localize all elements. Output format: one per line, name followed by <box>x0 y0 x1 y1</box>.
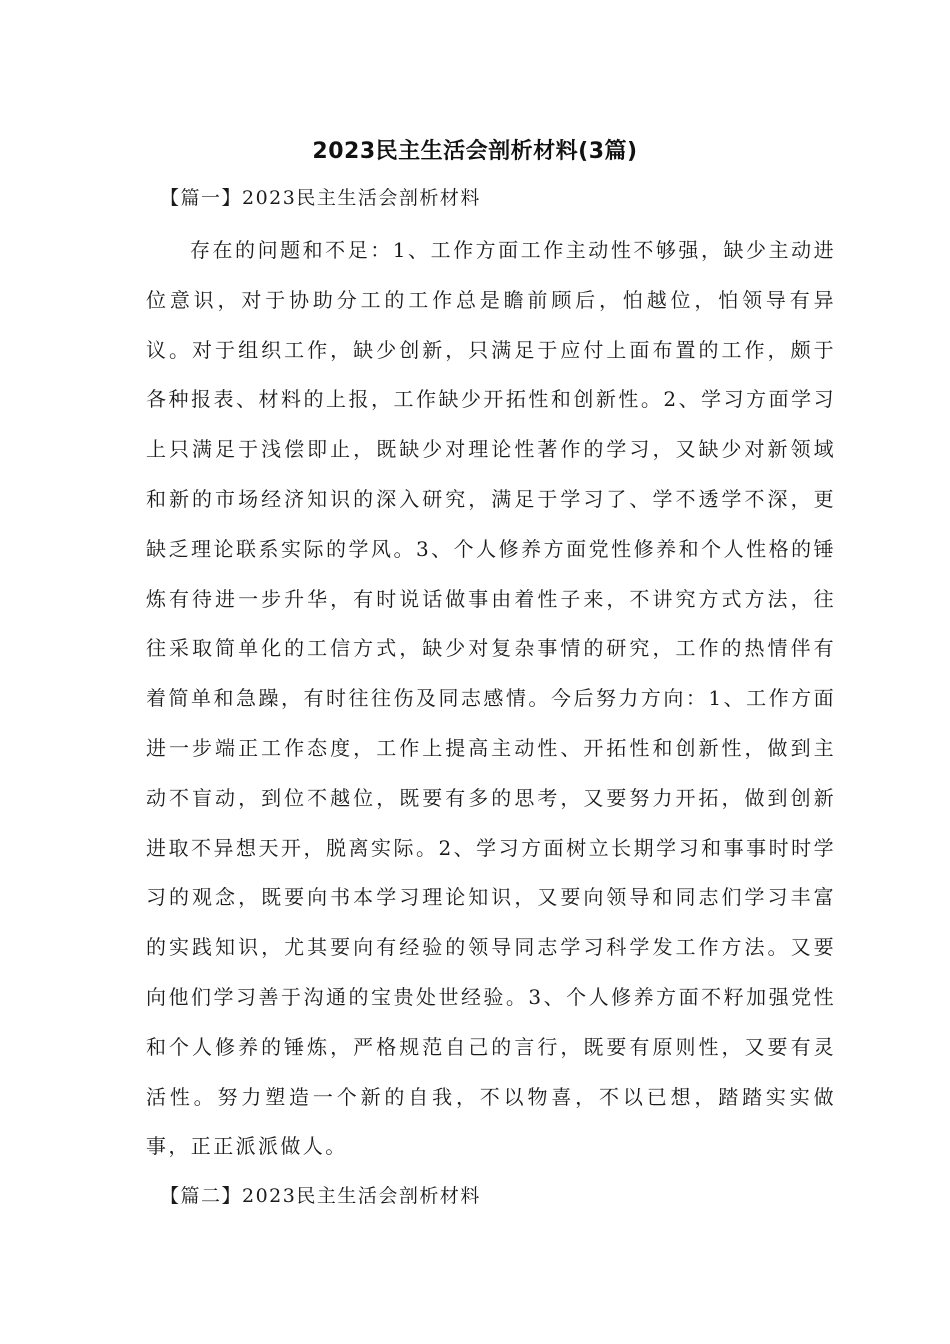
section-1-paragraph: 存在的问题和不足：1、工作方面工作主动性不够强，缺少主动进位意识，对于协助分工的工作总是瞻前顾后，怕越位，怕领导有异议。对于组织工作，缺少创新，只满足于应付上面布置的工作，颇于各种报表、材料的上报，工作缺少开拓性和创新性。2、学习方面学习上只满足于浅偿即止，既缺少对理论性著作的学习，又缺少对新领域和新的市场经济知识的深入研究，满足于学习了、学不透学不深，更缺乏理论联系实际的学风。3、个人修养方面党性修养和个人性格的锤炼有待进一步升华，有时说话做事由着性子来，不讲究方式方法，往往采取简单化的工信方式，缺少对复杂事情的研究，工作的热情伴有着简单和急躁，有时往往伤及同志感情。今后努力方向：1、工作方面进一步端正工作态度，工作上提高主动性、开拓性和创新性，做到主动不盲动，到位不越位，既要有多的思考，又要努力开拓，做到创新进取不异想天开，脱离实际。2、学习方面树立长期学习和事事时时学习的观念，既要向书本学习理论知识，又要向领导和同志们学习丰富的实践知识，尤其要向有经验的领导同志学习科学发工作方法。又要向他们学习善于沟通的宝贵处世经验。3、个人修养方面不籽加强党性和个人修养的锤炼，严格规范自己的言行，既要有原则性，又要有灵活性。努力塑造一个新的自我，不以物喜，不以已想，踏踏实实做事，正正派派做人。 <box>146 238 836 1159</box>
section-heading-1: 【篇一】2023民主生活会剖析材料 <box>160 187 481 209</box>
section-heading-2: 【篇二】2023民主生活会剖析材料 <box>160 1185 481 1207</box>
document-title: 2023民主生活会剖析材料(3篇) <box>312 139 638 164</box>
